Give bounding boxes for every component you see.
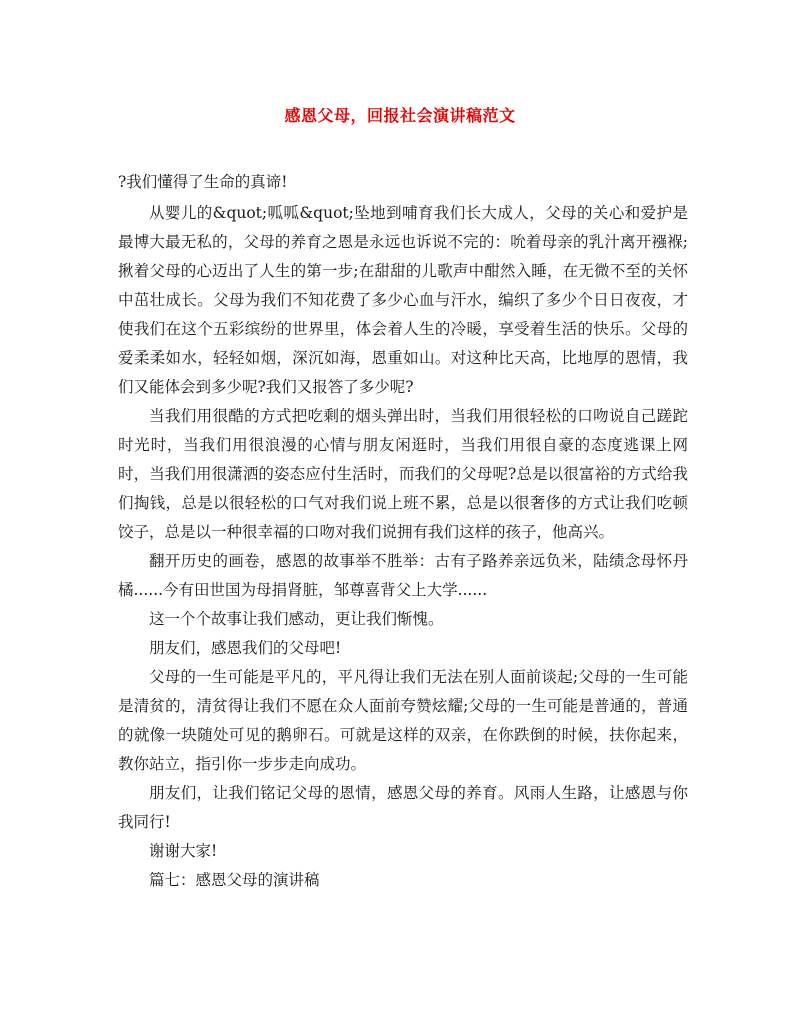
paragraph: 当我们用很酷的方式把吃剩的烟头弹出时，当我们用很轻松的口吻说自己蹉跎时光时，当我们用很浪漫的心情与朋友闲逛时，当我们用很自豪的态度逃课上网时，当我们用很潇洒的姿态应付生活时，而我们的父母呢?总是以很富裕的方式给我们掏钱，总是以很轻松的口气对我们说上班不累，总是以很奢侈的方式让我们吃顿饺子，总是以一种很幸福的口吻对我们说拥有我们这样的孩子，他高兴。 [118, 407, 688, 541]
paragraph-intro: ?我们懂得了生命的真谛! [118, 173, 288, 191]
paragraph: 朋友们，让我们铭记父母的恩情，感恩父母的养育。风雨人生路，让感恩与你我同行! [118, 784, 688, 831]
document-body [118, 168, 688, 895]
paragraph: 朋友们，感恩我们的父母吧! [149, 639, 342, 657]
paragraph: 从婴儿的&quot;呱呱&quot;坠地到哺育我们长大成人，父母的关心和爱护是最博大最无私的，父母的养育之恩是永远也诉说不完的：吮着母亲的乳汁离开襁褓;揪着父母的心迈出了人生的第一步;在甜甜的儿歌声中酣然入睡，在无微不至的关怀中茁壮成长。父母为我们不知花费了多少心血与汗水，编织了多少个日日夜夜，才使我们在这个五彩缤纷的世界里，体会着人生的冷暖，享受着生活的快乐。父母的爱柔柔如水，轻轻如烟，深沉如海，恩重如山。对这种比天高，比地厚的恩情，我们又能体会到多少呢?我们又报答了多少呢? [118, 204, 688, 396]
paragraph: 谢谢大家! [149, 842, 218, 860]
paragraph: 父母的一生可能是平凡的，平凡得让我们无法在别人面前谈起;父母的一生可能是清贫的，清贫得让我们不愿在众人面前夸赞炫耀;父母的一生可能是普通的，普通的就像一块随处可见的鹅卵石。可就是这样的双亲，在你跌倒的时候，扶你起来，教你站立，指引你一步步走向成功。 [118, 668, 688, 773]
paragraph: 这一个个故事让我们感动，更让我们惭愧。 [149, 610, 444, 628]
document-title: 感恩父母，回报社会演讲稿范文 [284, 106, 516, 125]
paragraph: 翻开历史的画卷，感恩的故事举不胜举：古有子路养亲远负米，陆绩念母怀丹橘......今有田世国为母捐肾脏，邹尊喜背父上大学...... [118, 552, 688, 599]
section-heading: 篇七：感恩父母的演讲稿 [149, 871, 320, 889]
